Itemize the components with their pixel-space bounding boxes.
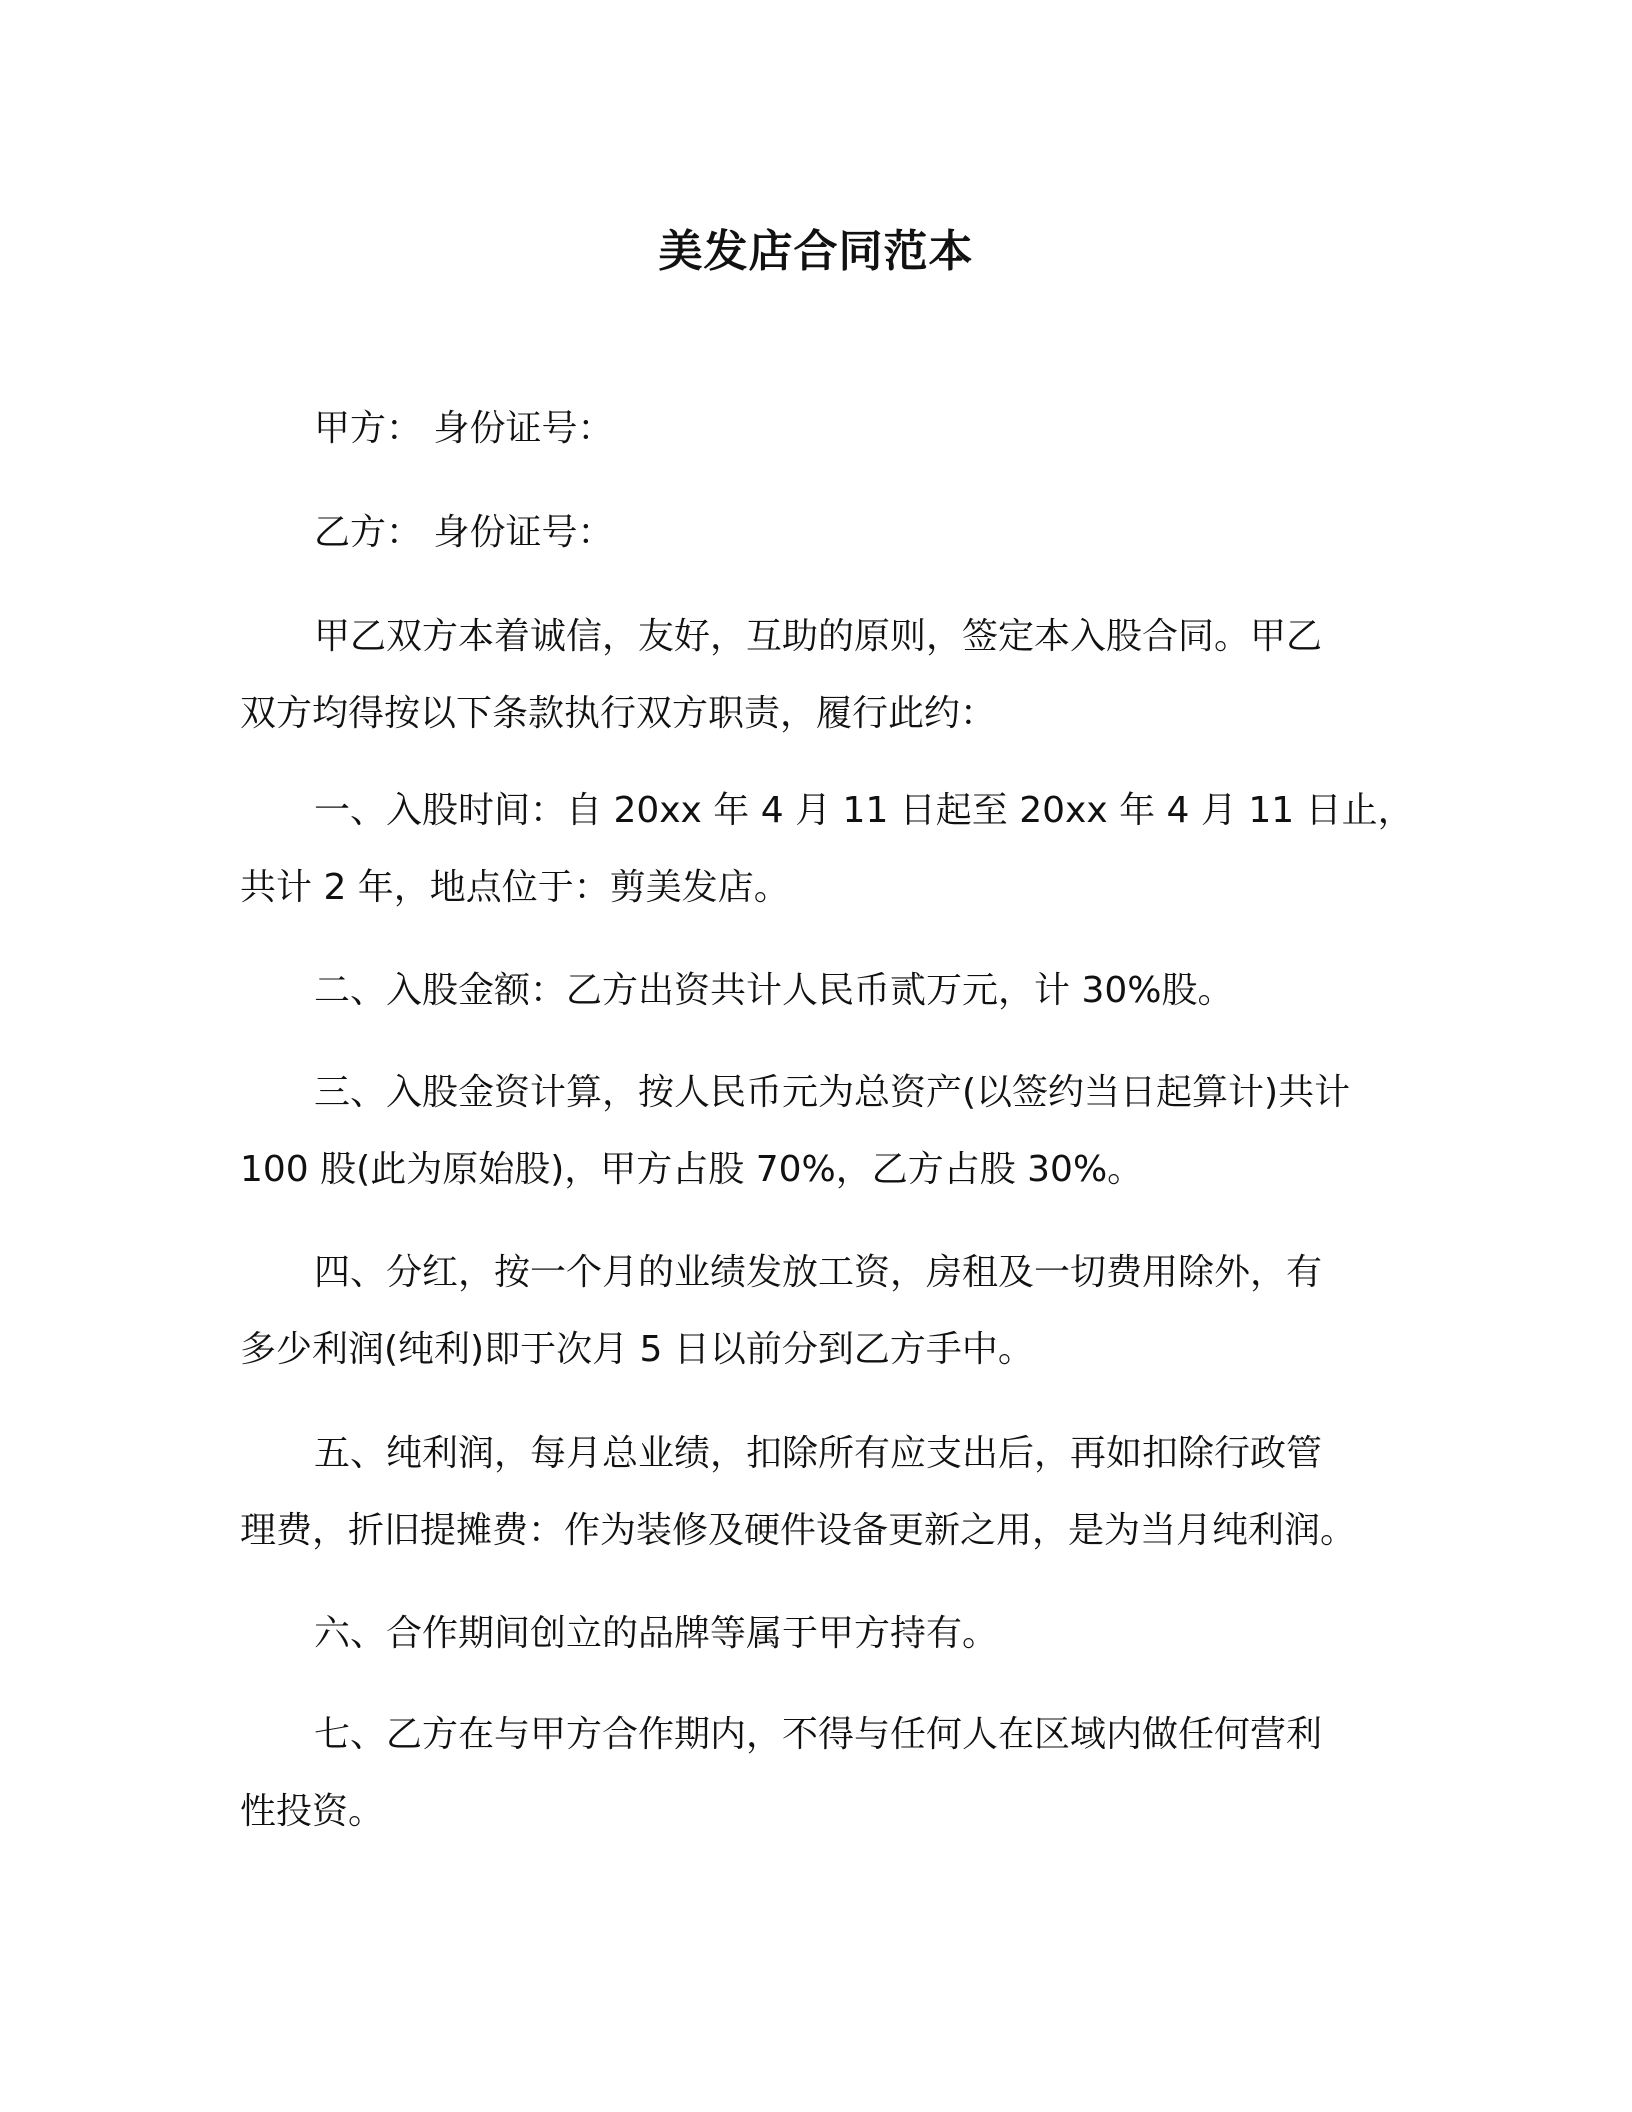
clause-6-line-1: 六、合作期间创立的品牌等属于甲方持有。 [314, 1613, 999, 1654]
clause-7-line-1: 七、乙方在与甲方合作期内，不得与任何人在区域内做任何营利 [314, 1714, 1323, 1755]
intro-line-2: 双方均得按以下条款执行双方职责，履行此约： [240, 693, 997, 734]
clause-4-line-2: 多少利润(纯利)即于次月 5 日以前分到乙方手中。 [240, 1329, 1034, 1370]
clause-1-line-1: 一、入股时间：自 20xx 年 4 月 11 日起至 20xx 年 4 月 11 日止， [314, 790, 1414, 831]
clause-3-line-1: 三、入股金资计算，按人民币元为总资产(以签约当日起算计)共计 [314, 1072, 1351, 1113]
document-title: 美发店合同范本 [658, 226, 974, 277]
clause-7-line-2: 性投资。 [240, 1791, 385, 1832]
clause-1-line-2: 共计 2 年，地点位于：剪美发店。 [240, 867, 790, 908]
intro-line-1: 甲乙双方本着诚信，友好，互助的原则，签定本入股合同。甲乙 [314, 616, 1323, 657]
clause-2-line-1: 二、入股金额：乙方出资共计人民币贰万元，计 30%股。 [314, 970, 1234, 1011]
party-b-line: 乙方： 身份证号： [314, 512, 614, 553]
clause-5-line-1: 五、纯利润，每月总业绩，扣除所有应支出后，再如扣除行政管 [314, 1433, 1323, 1474]
clause-5-line-2: 理费，折旧提摊费：作为装修及硬件设备更新之用，是为当月纯利润。 [240, 1510, 1357, 1551]
clause-4-line-1: 四、分红，按一个月的业绩发放工资，房租及一切费用除外，有 [314, 1252, 1323, 1293]
clause-3-line-2: 100 股(此为原始股)，甲方占股 70%，乙方占股 30%。 [240, 1149, 1144, 1190]
party-a-line: 甲方： 身份证号： [314, 408, 614, 449]
